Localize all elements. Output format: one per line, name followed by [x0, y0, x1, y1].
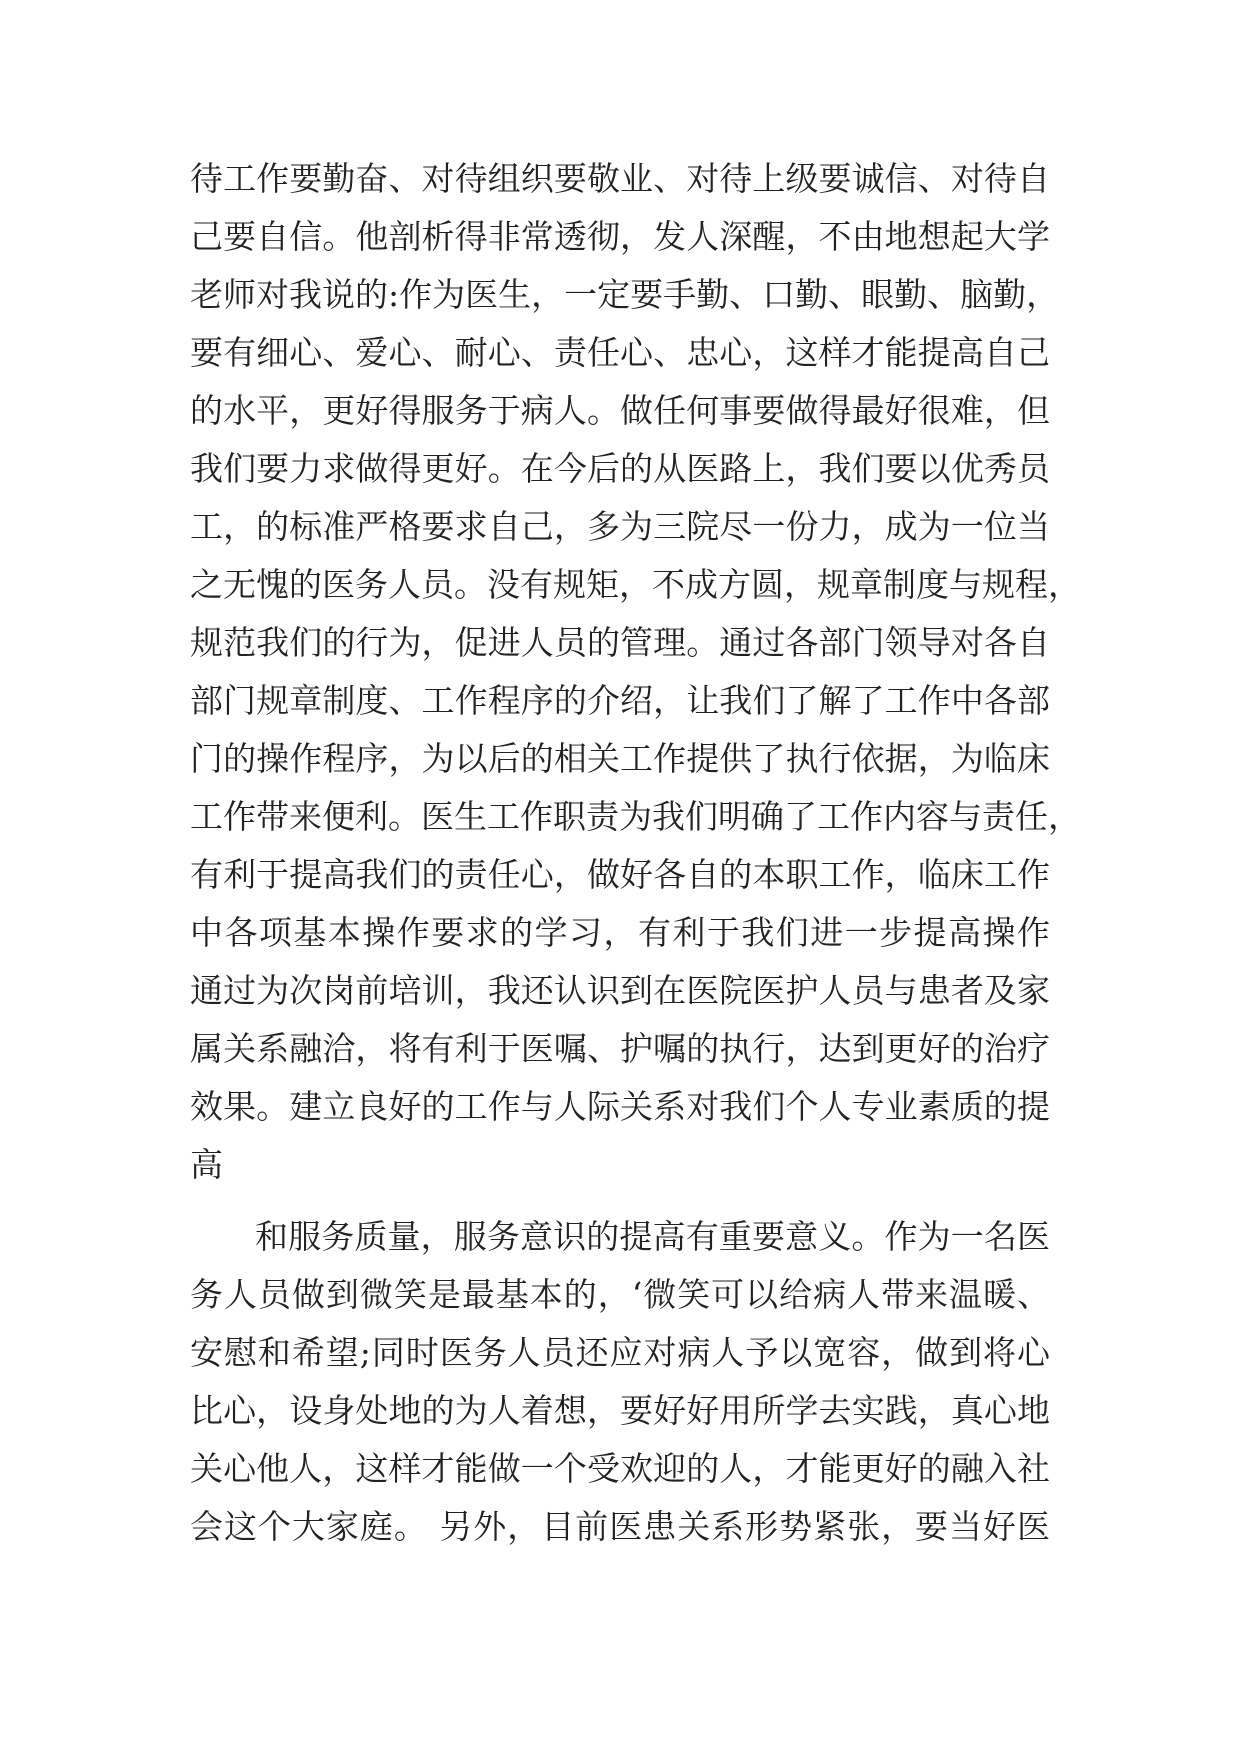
paragraph-2-line: 比心，设身处地的为人着想，要好好用所学去实践，真心地 [190, 1391, 1050, 1430]
paragraph-2-line: 务人员做到微笑是最基本的，‘微笑可以给病人带来温暖、 [190, 1275, 1050, 1314]
paragraph-1-line: 之无愧的医务人员。没有规矩，不成方圆，规章制度与规程， [190, 565, 1081, 604]
paragraph-1-line: 待工作要勤奋、对待组织要敬业、对待上级要诚信、对待自 [190, 159, 1050, 198]
paragraph-1-line: 规范我们的行为，促进人员的管理。通过各部门领导对各自 [190, 623, 1050, 662]
paragraph-1-line: 高 [190, 1145, 223, 1184]
paragraph-1-line: 我们要力求做得更好。在今后的从医路上，我们要以优秀员 [190, 449, 1050, 488]
paragraph-1-line: 工，的标准严格要求自己，多为三院尽一份力，成为一位当 [190, 507, 1050, 546]
paragraph-1-line: 门的操作程序，为以后的相关工作提供了执行依据，为临床 [190, 739, 1050, 778]
paragraph-2-line: 会这个大家庭。 另外，目前医患关系形势紧张，要当好医 [190, 1507, 1050, 1546]
paragraph-2-first-line: 和服务质量，服务意识的提高有重要意义。作为一名医 [255, 1217, 1050, 1256]
paragraph-1-line: 己要自信。他剖析得非常透彻，发人深醒，不由地想起大学 [190, 217, 1050, 256]
paragraph-1-line: 老师对我说的:作为医生，一定要手勤、口勤、眼勤、脑勤， [190, 275, 1060, 314]
paragraph-1-line: 要有细心、爱心、耐心、责任心、忠心，这样才能提高自己 [190, 333, 1050, 372]
paragraph-1-line: 工作带来便利。医生工作职责为我们明确了工作内容与责任， [190, 797, 1081, 836]
paragraph-1-line: 部门规章制度、工作程序的介绍，让我们了解了工作中各部 [190, 681, 1050, 720]
paragraph-1-line: 中各项基本操作要求的学习，有利于我们进一步提高操作 [190, 913, 1050, 952]
paragraph-1-line: 效果。建立良好的工作与人际关系对我们个人专业素质的提 [190, 1087, 1050, 1126]
paragraph-1-line: 属关系融洽，将有利于医嘱、护嘱的执行，达到更好的治疗 [190, 1029, 1050, 1068]
paragraph-2-line: 关心他人，这样才能做一个受欢迎的人，才能更好的融入社 [190, 1449, 1050, 1488]
paragraph-1-line: 通过为次岗前培训，我还认识到在医院医护人员与患者及家 [190, 971, 1050, 1010]
paragraph-2-line: 安慰和希望;同时医务人员还应对病人予以宽容，做到将心 [190, 1333, 1050, 1372]
paragraph-1-line: 的水平，更好得服务于病人。做任何事要做得最好很难，但 [190, 391, 1050, 430]
paragraph-1-line: 有利于提高我们的责任心，做好各自的本职工作，临床工作 [190, 855, 1050, 894]
